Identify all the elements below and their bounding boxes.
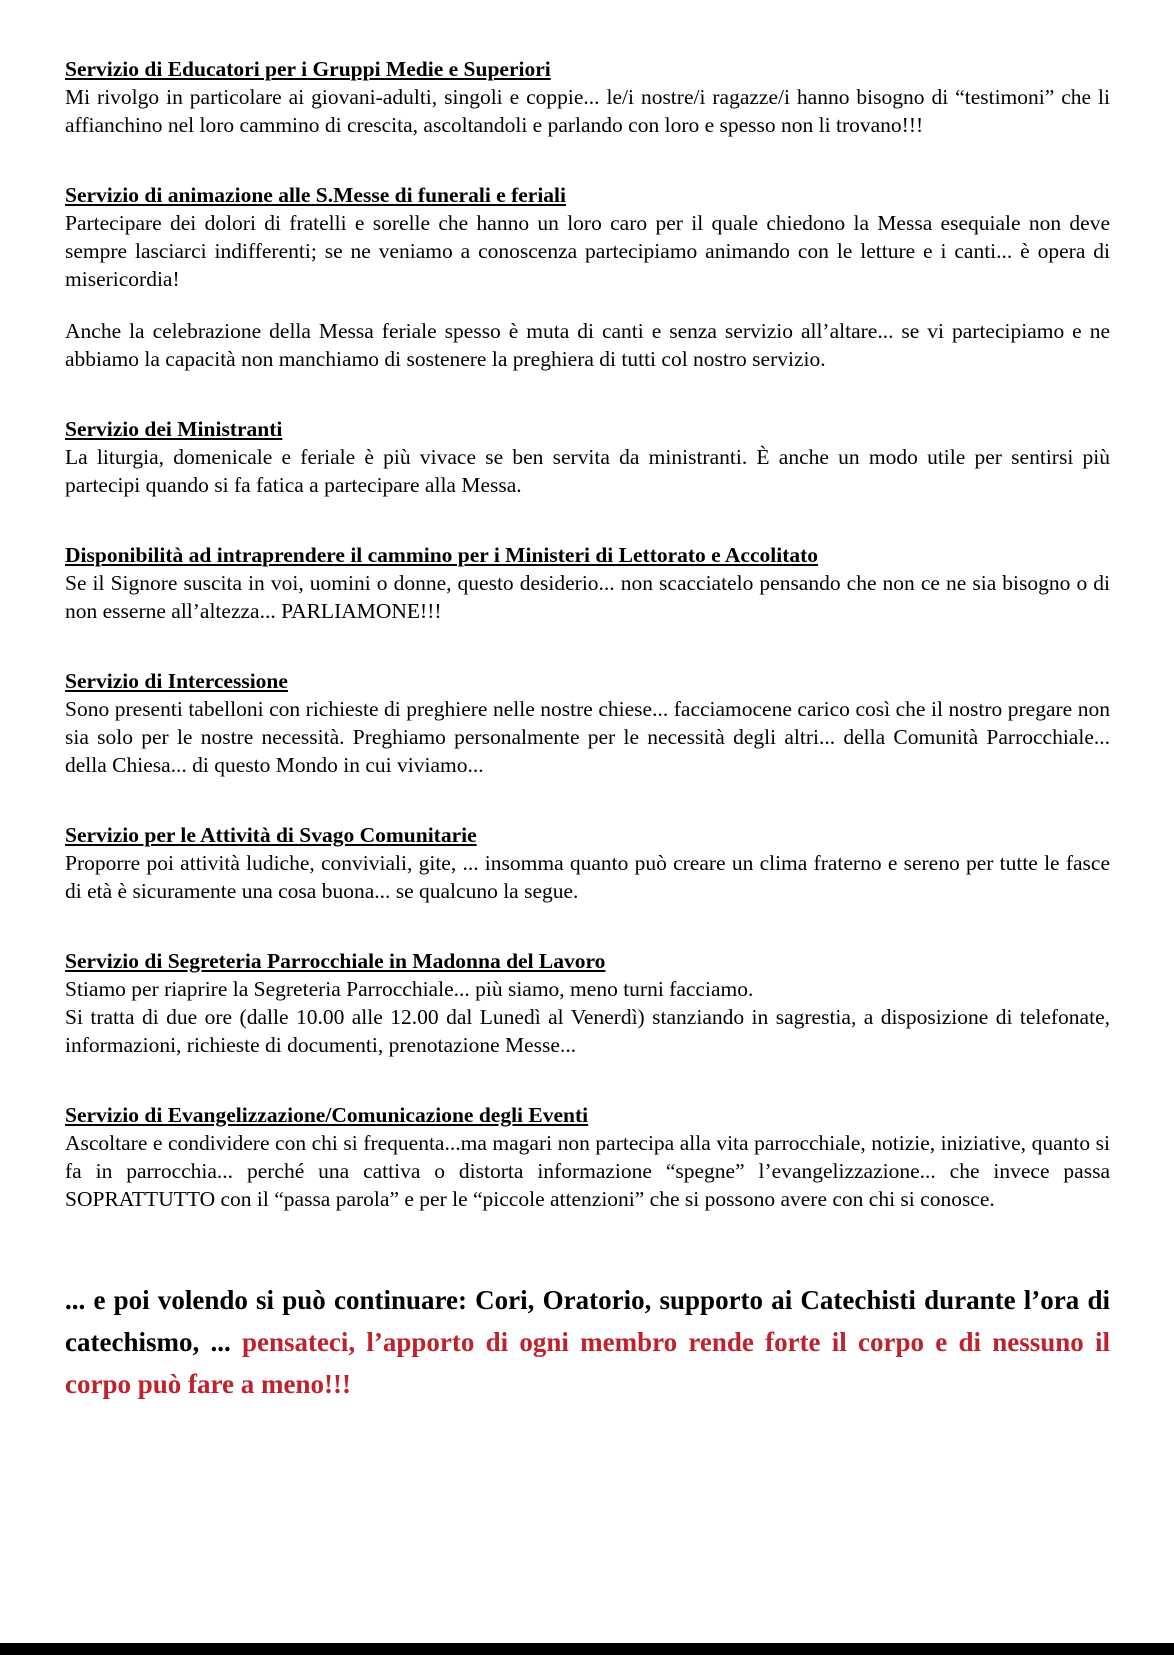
section-paragraph: Sono presenti tabelloni con richieste di preghiere nelle nostre chiese... facciamocene carico così che il nostro pregare non sia solo per le nostre necessità. Preghiamo personalmente per le necessità degli altri... della Comunità Parrocchiale... della Chiesa... di questo Mondo in cui viviamo... — [65, 697, 1110, 777]
section-paragraph: Anche la celebrazione della Messa feriale spesso è muta di canti e senza servizio all’altare... se vi partecipiamo e ne abbiamo la capacità non manchiamo di sostenere la preghiera di tutti col nostro servizio. — [65, 319, 1110, 371]
section-heading: Servizio di Evangelizzazione/Comunicazione degli Eventi — [65, 1103, 589, 1127]
section-paragraph: Se il Signore suscita in voi, uomini o donne, questo desiderio... non scacciatelo pensando che non ce ne sia bisogno o di non esserne all’altezza... PARLIAMONE!!! — [65, 571, 1110, 623]
section-paragraph: Si tratta di due ore (dalle 10.00 alle 12.00 dal Lunedì al Venerdì) stanziando in sagrestia, a disposizione di telefonate, informazioni, richieste di documenti, prenotazione Messe... — [65, 1005, 1110, 1057]
section-paragraph: Mi rivolgo in particolare ai giovani-adulti, singoli e coppie... le/i nostre/i ragazze/i hanno bisogno di “testimoni” che li affianchino nel loro cammino di crescita, ascoltandoli e parlando con loro e spesso non li trovano!!! — [65, 85, 1110, 137]
section-heading: Disponibilità ad intraprendere il cammino per i Ministeri di Lettorato e Accolitato — [65, 543, 819, 567]
closing-paragraph — [65, 1279, 1110, 1405]
section-segreteria-parrocchiale — [65, 947, 1110, 1059]
section-animazione-messe — [65, 181, 1110, 373]
closing-emphasis-text: pensateci, l’apporto di ogni membro rende forte il corpo e di nessuno il corpo può fare a meno!!! — [65, 1327, 1110, 1399]
section-heading: Servizio di Intercessione — [65, 669, 288, 693]
section-heading: Servizio per le Attività di Svago Comunitarie — [65, 823, 477, 847]
section-evangelizzazione-comunicazione — [65, 1101, 1110, 1213]
section-heading: Servizio di Educatori per i Gruppi Medie e Superiori — [65, 57, 551, 81]
section-paragraph: Proporre poi attività ludiche, conviviali, gite, ... insomma quanto può creare un clima fraterno e sereno per tutte le fasce di età è sicuramente una cosa buona... se qualcuno la segue. — [65, 851, 1110, 903]
closing-lead-text: ... e poi volendo si può continuare: Cori, Oratorio, supporto ai Catechisti durante l’ora di catechismo, ... — [65, 1285, 1110, 1357]
section-heading: Servizio di Segreteria Parrocchiale in Madonna del Lavoro — [65, 949, 606, 973]
section-educatori-gruppi — [65, 55, 1110, 139]
section-paragraph: Stiamo per riaprire la Segreteria Parrocchiale... più siamo, meno turni facciamo. — [65, 977, 754, 1001]
section-paragraph: La liturgia, domenicale e feriale è più vivace se ben servita da ministranti. È anche un modo utile per sentirsi più partecipi quando si fa fatica a partecipare alla Messa. — [65, 445, 1110, 497]
section-heading: Servizio di animazione alle S.Messe di funerali e feriali — [65, 183, 566, 207]
section-ministranti — [65, 415, 1110, 499]
section-svago-comunitarie — [65, 821, 1110, 905]
section-heading: Servizio dei Ministranti — [65, 417, 283, 441]
section-paragraph: Partecipare dei dolori di fratelli e sorelle che hanno un loro caro per il quale chiedono la Messa esequiale non deve sempre lasciarci indifferenti; se ne veniamo a conoscenza partecipiamo animando con le letture e i canti... è opera di misericordia! — [65, 211, 1110, 291]
bottom-edge-bar — [0, 1643, 1174, 1655]
section-lettorato-accolitato — [65, 541, 1110, 625]
section-intercessione — [65, 667, 1110, 779]
section-paragraph: Ascoltare e condividere con chi si frequenta...ma magari non partecipa alla vita parrocchiale, notizie, iniziative, quanto si fa in parrocchia... perché una cattiva o distorta informazione “spegne” l’evangelizzazione... che invece passa SOPRATTUTTO con il “passa parola” e per le “piccole attenzioni” che si possono avere con chi si conosce. — [65, 1131, 1110, 1211]
